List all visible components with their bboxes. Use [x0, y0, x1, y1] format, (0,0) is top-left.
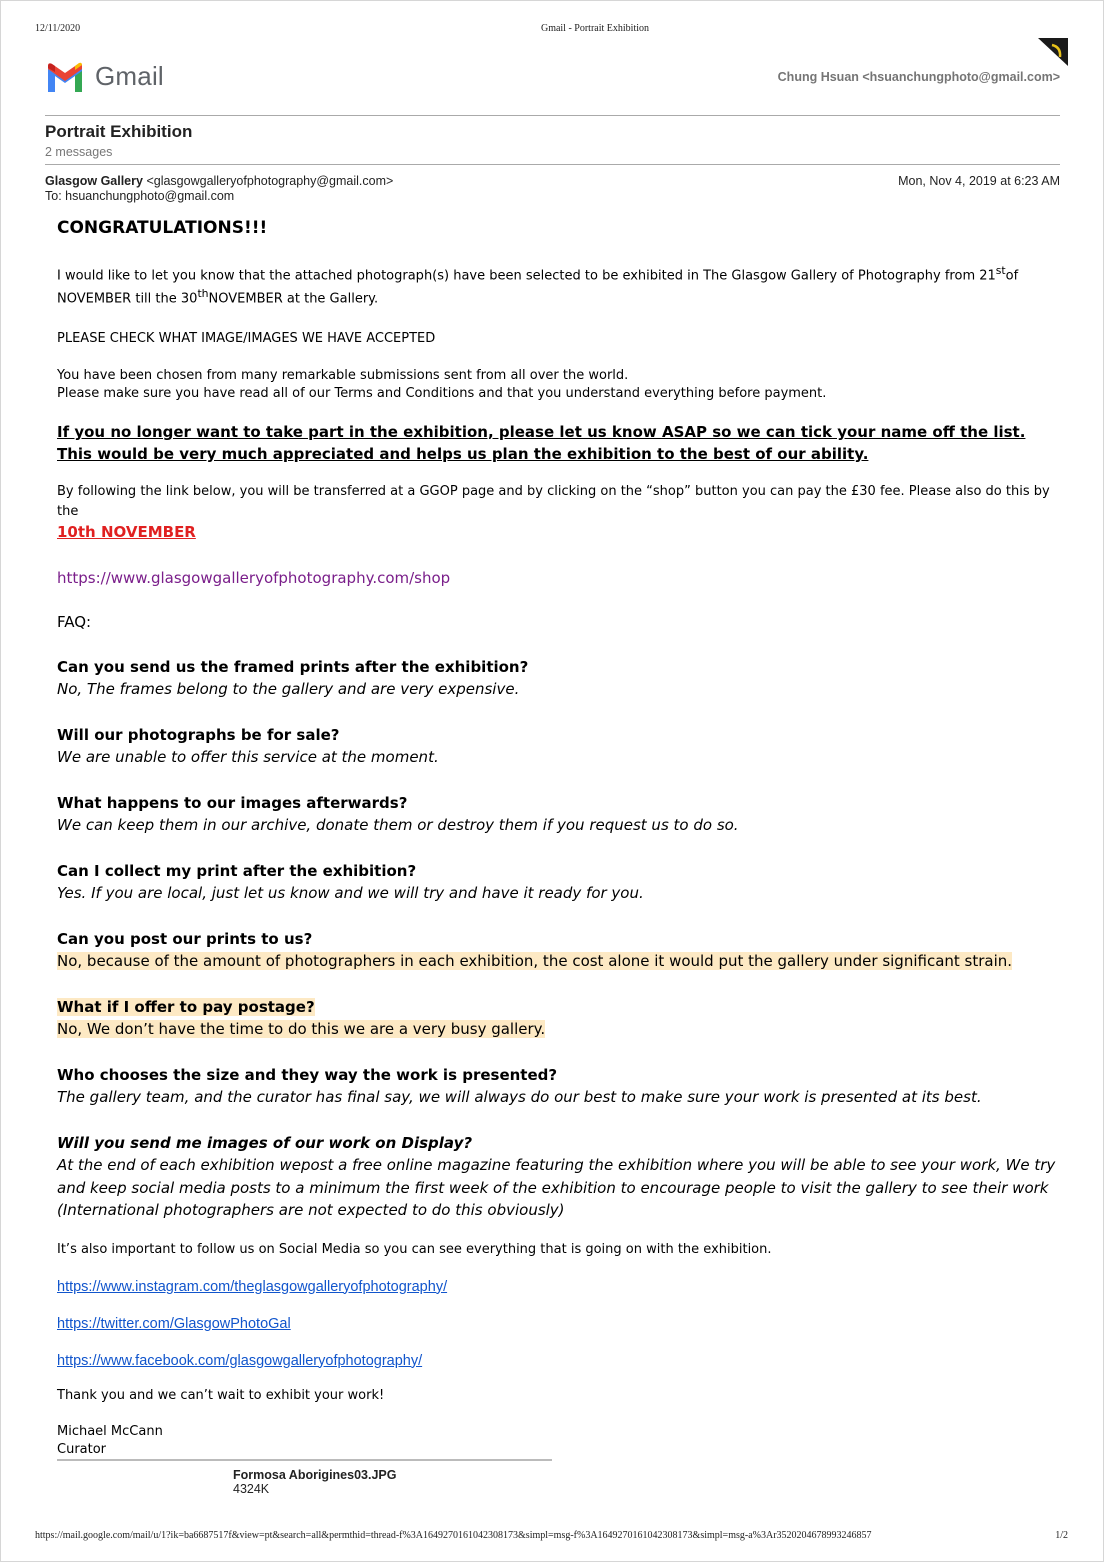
- faq-answer-highlighted: No, We don’t have the time to do this we are a very busy gallery.: [57, 1020, 546, 1039]
- header-divider: [45, 115, 1060, 116]
- attachment-name: Formosa Aborigines03.JPG: [233, 1468, 397, 1482]
- attachment-size: 4324K: [233, 1482, 270, 1496]
- intro-sup-1: st: [995, 264, 1006, 277]
- print-title: Gmail - Portrait Exhibition: [540, 23, 650, 34]
- check-line: PLEASE CHECK WHAT IMAGE/IMAGES WE HAVE ACCEPTED: [57, 330, 436, 346]
- twitter-link[interactable]: https://twitter.com/GlasgowPhotoGal: [57, 1315, 291, 1332]
- intro-sup-2: th: [197, 287, 209, 301]
- faq-item: [57, 656, 1057, 701]
- gmail-logo[interactable]: [45, 60, 185, 92]
- faq-question: Can you send us the framed prints after the exhibition?: [57, 657, 529, 676]
- faq-question: Will our photographs be for sale?: [57, 725, 340, 744]
- message-date: Mon, Nov 4, 2019 at 6:23 AM: [898, 174, 1060, 188]
- facebook-link[interactable]: https://www.facebook.com/glasgowgalleryofphotography/: [57, 1352, 423, 1369]
- chosen-line-1: You have been chosen from many remarkable submissions sent from all over the world.: [57, 367, 629, 383]
- attachment-divider: [57, 1459, 552, 1461]
- opt-out-notice: If you no longer want to take part in the exhibition, please let us know ASAP so we can tick your name off the list. This would be very much appreciated and helps us plan the exhibition to the best of our ability.: [57, 422, 1026, 464]
- faq-item: [57, 724, 1057, 769]
- account-email: Chung Hsuan <hsuanchungphoto@gmail.com>: [777, 70, 1060, 84]
- signature: [57, 1423, 1057, 1459]
- message-body: [57, 218, 1057, 1459]
- attachment[interactable]: [233, 1468, 396, 1496]
- faq-item: [57, 996, 1057, 1041]
- shop-link[interactable]: https://www.glasgowgalleryofphotography.com/shop: [57, 568, 451, 587]
- subject-divider: [45, 164, 1060, 165]
- signature-name: Michael McCann: [57, 1423, 163, 1439]
- faq-answer: We are unable to offer this service at the moment.: [57, 748, 439, 767]
- print-date: 12/11/2020: [35, 23, 81, 34]
- intro-text-3: NOVEMBER at the Gallery.: [208, 291, 379, 307]
- faq-item: [57, 1064, 1057, 1109]
- sender: [45, 174, 393, 188]
- intro-paragraph: [57, 262, 1057, 309]
- signature-title: Curator: [57, 1441, 107, 1457]
- page-number: 1/2: [1055, 1530, 1068, 1541]
- faq-question: Who chooses the size and they way the work is presented?: [57, 1065, 558, 1084]
- sender-name: Glasgow Gallery: [45, 174, 143, 188]
- intro-text-1: I would like to let you know that the attached photograph(s) have been selected to be exhibited in The Glasgow Gallery of Photography from 21: [57, 268, 996, 284]
- faq-question: Will you send me images of our work on Display?: [57, 1133, 473, 1152]
- faq-answer: No, The frames belong to the gallery and are very expensive.: [57, 680, 520, 699]
- faq-answer: At the end of each exhibition wepost a free online magazine featuring the exhibition where you will be able to see your work, We try and keep social media posts to a minimum the first week of the exhibition to encourage people to visit the gallery to see their work (International photographers are not expected to do this obviously): [57, 1156, 1056, 1220]
- faq-question: What happens to our images afterwards?: [57, 793, 408, 812]
- gmail-m-icon: [45, 62, 85, 92]
- faq-answer: We can keep them in our archive, donate them or destroy them if you request us to do so.: [57, 816, 739, 835]
- congrats-heading: CONGRATULATIONS!!!: [57, 218, 268, 238]
- faq-question: Can I collect my print after the exhibition?: [57, 861, 417, 880]
- chosen-line-2: Please make sure you have read all of our Terms and Conditions and that you understand everything before payment.: [57, 385, 827, 401]
- gmail-wordmark: Gmail: [95, 61, 164, 91]
- faq-answer: Yes. If you are local, just let us know and we will try and have it ready for you.: [57, 884, 644, 903]
- instagram-link[interactable]: https://www.instagram.com/theglasgowgalleryofphotography/: [57, 1278, 448, 1295]
- chosen-paragraph: [57, 367, 1057, 403]
- payment-text: By following the link below, you will be transferred at a GGOP page and by clicking on the “shop” button you can pay the £30 fee. Please also do this by the: [57, 483, 1050, 519]
- faq-item: [57, 928, 1057, 973]
- message-count: 2 messages: [45, 145, 113, 159]
- sender-email: <glasgowgalleryofphotography@gmail.com>: [146, 174, 394, 188]
- intro-text-2: of NOVEMBER till the 30: [57, 268, 1019, 307]
- faq-item: [57, 792, 1057, 837]
- faq-question: Can you post our prints to us?: [57, 929, 313, 948]
- faq-answer: The gallery team, and the curator has final say, we will always do our best to make sure your work is presented at its best.: [57, 1088, 982, 1107]
- recipient: To: hsuanchungphoto@gmail.com: [45, 189, 235, 203]
- faq-answer-highlighted: No, because of the amount of photographers in each exhibition, the cost alone it would put the gallery under significant strain.: [57, 952, 1013, 971]
- print-footer-url: https://mail.google.com/mail/u/1?ik=ba6687517f&view=pt&search=all&permthid=thread-f%3A1649270161042308173&simpl=msg-f%3A1649270161042308173&simpl=msg-a%3Ar3520204678993246857: [35, 1530, 872, 1541]
- faq-item: [57, 860, 1057, 905]
- faq-label: FAQ:: [57, 613, 92, 632]
- corner-fold-icon: [1038, 38, 1068, 66]
- social-intro: It’s also important to follow us on Social Media so you can see everything that is going on with the exhibition.: [57, 1241, 772, 1257]
- thread-subject: Portrait Exhibition: [45, 122, 193, 141]
- faq-item: [57, 1132, 1057, 1222]
- deadline-date: 10th NOVEMBER: [57, 522, 196, 541]
- payment-paragraph: [57, 482, 1057, 544]
- thanks-line: Thank you and we can’t wait to exhibit your work!: [57, 1387, 385, 1403]
- faq-question-highlighted: What if I offer to pay postage?: [57, 997, 315, 1016]
